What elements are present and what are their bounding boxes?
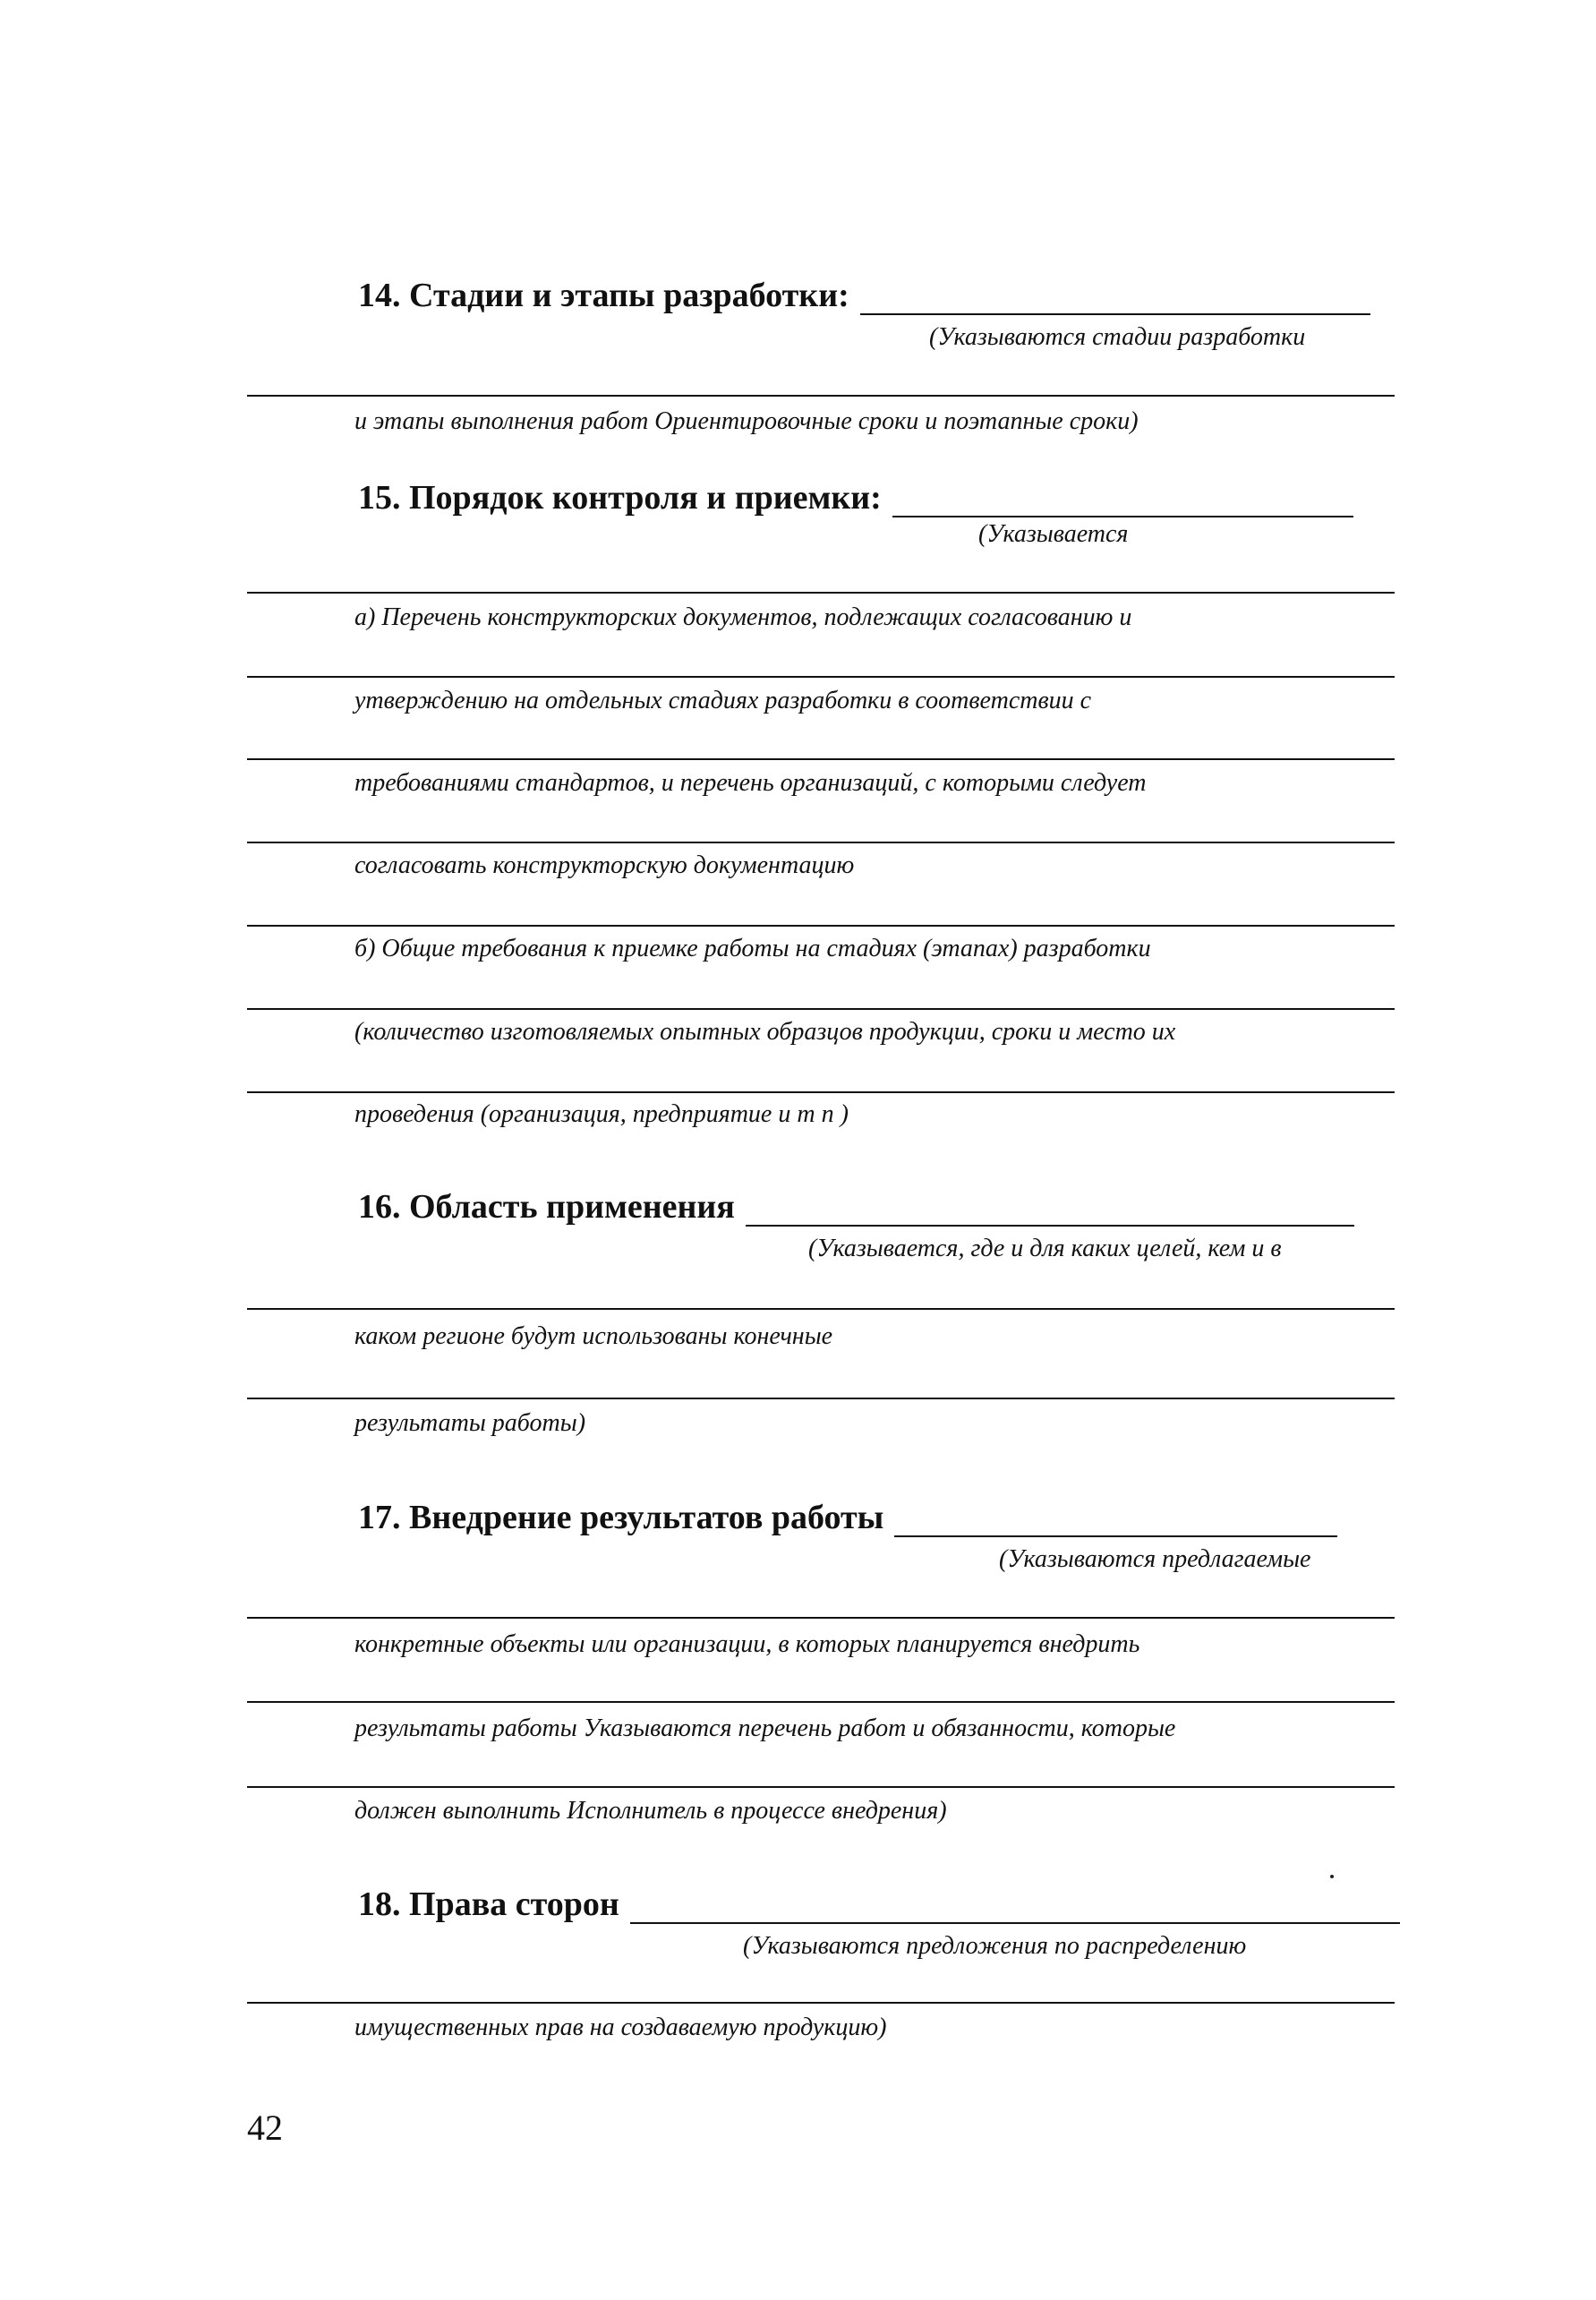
section-18-heading: 18. Права сторон <box>358 1885 1400 1924</box>
answer-line[interactable] <box>247 758 1395 760</box>
answer-line[interactable] <box>247 1617 1395 1619</box>
section-15-hint: согласовать конструкторскую документацию <box>354 851 855 879</box>
section-18-hint: имущественных прав на создаваемую продукцию) <box>354 2014 887 2041</box>
section-15-hint: требованиями стандартов, и перечень организаций, с которыми следует <box>354 769 1147 797</box>
section-17-hint: (Указываются предлагаемые <box>999 1545 1311 1573</box>
answer-line[interactable] <box>247 1786 1395 1788</box>
answer-line[interactable] <box>247 592 1395 594</box>
section-16-hint: результаты работы) <box>354 1409 586 1437</box>
section-14-hint: (Указываются стадии разработки <box>929 323 1306 351</box>
section-15-hint: а) Перечень конструкторских документов, подлежащих согласованию и <box>354 603 1132 631</box>
section-15-answer-blank[interactable] <box>892 489 1353 517</box>
section-17-hint: должен выполнить Исполнитель в процессе внедрения) <box>354 1797 947 1825</box>
section-15-hint: б) Общие требования к приемке работы на стадиях (этапах) разработки <box>354 935 1151 962</box>
section-14-hint: и этапы выполнения работ Ориентировочные сроки и поэтапные сроки) <box>354 407 1139 435</box>
answer-line[interactable] <box>247 395 1395 397</box>
answer-line[interactable] <box>247 2002 1395 2004</box>
answer-line[interactable] <box>247 925 1395 927</box>
section-17-hint: конкретные объекты или организации, в которых планируется внедрить <box>354 1630 1140 1658</box>
scan-speck <box>1330 1875 1334 1878</box>
section-16-hint: каком регионе будут использованы конечные <box>354 1322 833 1350</box>
answer-line[interactable] <box>247 842 1395 843</box>
section-17-heading: 17. Внедрение результатов работы <box>358 1498 1337 1537</box>
section-15-hint: проведения (организация, предприятие и т п ) <box>354 1100 849 1128</box>
section-16-hint: (Указывается, где и для каких целей, кем и в <box>808 1235 1282 1262</box>
section-15-hint: (количество изготовляемых опытных образцов продукции, сроки и место их <box>354 1018 1176 1046</box>
answer-line[interactable] <box>247 1008 1395 1010</box>
answer-line[interactable] <box>247 1701 1395 1703</box>
answer-line[interactable] <box>247 1398 1395 1399</box>
answer-line[interactable] <box>247 676 1395 678</box>
section-15-hint: (Указывается <box>978 520 1129 548</box>
section-17-answer-blank[interactable] <box>894 1509 1337 1537</box>
section-14-heading: 14. Стадии и этапы разработки: <box>358 276 1370 315</box>
section-17-hint: результаты работы Указываются перечень работ и обязанности, которые <box>354 1714 1176 1742</box>
answer-line[interactable] <box>247 1091 1395 1093</box>
section-16-heading: 16. Область применения <box>358 1187 1354 1227</box>
section-15-heading: 15. Порядок контроля и приемки: <box>358 478 1353 517</box>
section-16-answer-blank[interactable] <box>746 1198 1354 1227</box>
answer-line[interactable] <box>247 1308 1395 1310</box>
section-18-answer-blank[interactable] <box>630 1895 1400 1924</box>
section-14-answer-blank[interactable] <box>860 286 1370 315</box>
section-18-hint: (Указываются предложения по распределению <box>743 1932 1247 1960</box>
section-15-hint: утверждению на отдельных стадиях разработки в соответствии с <box>354 687 1092 714</box>
page-number: 42 <box>247 2108 283 2148</box>
